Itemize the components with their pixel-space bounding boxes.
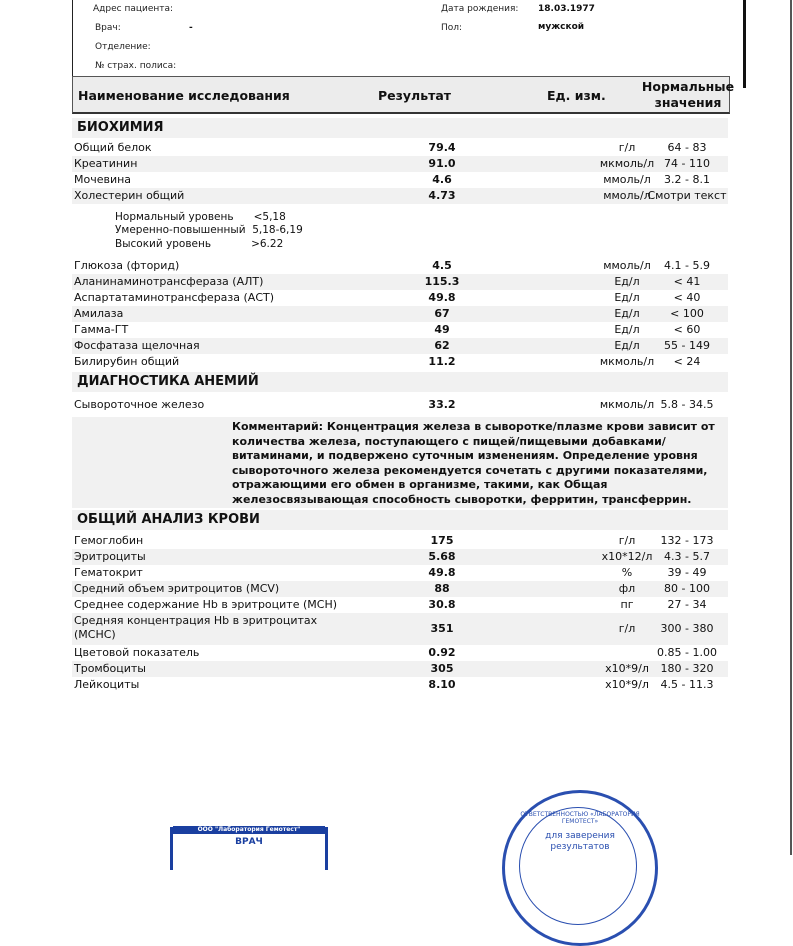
table-row: Фосфатаза щелочная 62 Ед/л 55 - 149 <box>72 338 728 354</box>
cholesterol-note: Умеренно-повышенный 5,18-6,19 <box>115 224 303 236</box>
header-name: Наименование исследования <box>78 88 290 103</box>
department-label: Отделение: <box>95 42 151 52</box>
cholesterol-note: Высокий уровень >6.22 <box>115 238 284 250</box>
table-row: Глюкоза (фторид) 4.5 ммоль/л 4.1 - 5.9 <box>74 259 710 272</box>
section-cbc <box>72 510 728 530</box>
lab-seal-line1: для заверения <box>545 831 615 841</box>
section-biochemistry <box>72 118 728 138</box>
table-row: Сывороточное железо 33.2 мкмоль/л 5.8 - 34.5 <box>74 398 714 411</box>
lab-seal-line2: результатов <box>550 842 610 852</box>
table-row: Цветовой показатель 0.92 0.85 - 1.00 <box>74 646 717 659</box>
header-range-1: Нормальные <box>641 79 735 94</box>
doctor-value: - <box>189 23 193 33</box>
patient-info-box <box>72 0 746 88</box>
table-row: Тромбоциты 305 x10*9/л 180 - 320 <box>72 661 728 677</box>
policy-label: № страх. полиса: <box>95 61 177 71</box>
iron-comment <box>72 417 728 508</box>
birth-label: Дата рождения: <box>441 4 519 14</box>
table-row: Средняя концентрация Hb в эритроцитах (MCHC) 351 г/л 300 - 380 <box>72 613 728 645</box>
table-row: Гамма-ГТ 49 Ед/л < 60 <box>74 323 701 336</box>
table-row: Аспартатаминотрансфераза (АСТ) 49.8 Ед/л < 40 <box>74 291 701 304</box>
header-range-2: значения <box>654 95 722 110</box>
lab-seal <box>502 790 658 946</box>
table-row: Билирубин общий 11.2 мкмоль/л < 24 <box>74 355 701 368</box>
address-label: Адрес пациента: <box>93 4 174 14</box>
section-title: ДИАГНОСТИКА АНЕМИЙ <box>77 374 259 389</box>
table-row: Аланинаминотрансфераза (АЛТ) 115.3 Ед/л < 41 <box>72 274 728 290</box>
sex-value: мужской <box>538 22 585 32</box>
table-row: Гематокрит 49.8 % 39 - 49 <box>74 566 707 579</box>
page-edge-rule <box>790 0 792 855</box>
table-row: Эритроциты 5.68 x10*12/л 4.3 - 5.7 <box>72 549 728 565</box>
section-title: ОБЩИЙ АНАЛИЗ КРОВИ <box>77 512 260 527</box>
table-row: Амилаза 67 Ед/л < 100 <box>72 306 728 322</box>
sex-label: Пол: <box>441 23 463 33</box>
lab-seal-ring-text: ОТВЕТСТВЕННОСТЬЮ «ЛАБОРАТОРИЯ ГЕМОТЕСТ» <box>520 811 640 825</box>
cholesterol-note: Нормальный уровень <5,18 <box>115 211 286 223</box>
doctor-stamp-org: ООО "Лаборатория Гемотест" <box>173 826 325 834</box>
birth-value: 18.03.1977 <box>538 4 595 14</box>
doctor-stamp <box>170 827 328 870</box>
doctor-stamp-label: ВРАЧ <box>235 837 263 847</box>
table-row: Лейкоциты 8.10 x10*9/л 4.5 - 11.3 <box>74 678 714 691</box>
header-unit: Ед. изм. <box>547 88 606 103</box>
section-title: БИОХИМИЯ <box>77 120 164 135</box>
table-row: Общий белок 79.4 г/л 64 - 83 <box>74 141 707 154</box>
table-row: Среднее содержание Hb в эритроците (MCH) 30.8 пг 27 - 34 <box>74 598 707 611</box>
table-row: Мочевина 4.6 ммоль/л 3.2 - 8.1 <box>74 173 710 186</box>
table-row: Средний объем эритроцитов (MCV) 88 фл 80 - 100 <box>72 581 728 597</box>
header-result: Результат <box>378 88 452 103</box>
table-row: Гемоглобин 175 г/л 132 - 173 <box>74 534 714 547</box>
table-row: Холестерин общий 4.73 ммоль/л Смотри текст <box>74 189 727 202</box>
section-anemia <box>72 372 728 392</box>
comment-text: Комментарий: Концентрация железа в сыворотке/плазме крови зависит от количества железа, поступающего с пищей/пищевыми добавками/витаминами, и подвержено суточным изменениям. Определение уровня сывороточного железа рекомендуется сочетать с другими показателями, отражающими его обмен в организме, такими, как Общая железосвязывающая способность сыворотки, ферритин, трансферрин. <box>232 420 715 506</box>
results-table-header <box>72 76 735 114</box>
table-row: Креатинин 91.0 мкмоль/л 74 - 110 <box>72 156 728 172</box>
doctor-label: Врач: <box>95 23 121 33</box>
